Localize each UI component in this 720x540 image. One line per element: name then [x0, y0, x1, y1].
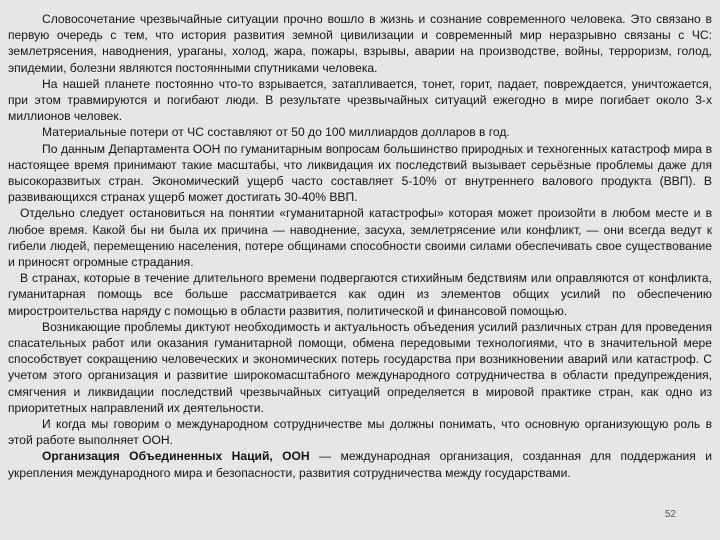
paragraph-humanitarian-catastrophe: Отдельно следует остановиться на понятии «гуманитарной катастрофы» которая может произойти в любом месте и в любое время. Какой бы ни была их причина — наводнение, засуха, землетрясение или конфликт, — они всегда ведут к гибели людей, перемещению населения, потере общинами способности своими силами обеспечивать свое существование и приносят огромные страдания.: [8, 206, 712, 270]
paragraph-humanitarian-aid: В странах, которые в течение длительного времени подвергаются стихийным бедствиям или оправляются от конфликта, гуманитарная помощь все больше рассматривается как один из элементов общих усилий по обеспечению миростроительства наряду с помощью в области развития, политической и финансовой помощью.: [8, 271, 712, 318]
un-name-bold: Организация Объединенных Наций, ООН: [42, 449, 310, 464]
paragraph-material-losses: Материальные потери от ЧС составляют от 50 до 100 миллиардов долларов в год.: [42, 125, 510, 140]
page-number: 52: [664, 509, 676, 520]
paragraph-disasters: На нашей планете постоянно что-то взрывается, затапливается, тонет, горит, падает, повреждается, уничтожается, при этом травмируются и погибают люди. В результате чрезвычайных ситуаций ежегодно в мире погибает около 3-х миллионов человек.: [8, 76, 712, 124]
paragraph-un-definition: [8, 448, 712, 480]
un-definition-text: — международная организация, созданная для поддержания и укрепления международного мира и безопасности, развития сотрудничества между государствами.: [8, 449, 712, 480]
paragraph-intro: Словосочетание чрезвычайные ситуации прочно вошло в жизнь и сознание современного человека. Это связано в первую очередь с тем, что история развития земной цивилизации и современный мир неразрывно связаны с ЧС: землетрясения, наводнения, ураганы, холод, жара, пожары, взрывы, аварии на производстве, войны, терроризм, голод, эпидемии, болезни являются постоянными спутниками человека.: [8, 12, 712, 75]
paragraph-un-department: По данным Департамента ООН по гуманитарным вопросам большинство природных и техногенных катастроф мира в настоящее время принимают такие масштабы, что ликвидация их последствий вызывает серьёзные проблемы даже для высокоразвитых стран. Экономический ущерб часто составляет 5-10% от внутреннего валового продукта (ВВП). В развивающихся странах ущерб может достигать 30-40% ВВП.: [8, 141, 712, 205]
paragraph-un-role: И когда мы говорим о международном сотрудничестве мы должны понимать, что основную организующую роль в этой работе выполняет ООН.: [8, 417, 712, 448]
paragraph-cooperation: Возникающие проблемы диктуют необходимость и актуальность объедения усилий различных стран для проведения спасательных работ или оказания гуманитарной помощи, обмена передовыми технологиями, что в значительной мере способствует сокращению человеческих и экономических потерь государства при возникновении аварий или катастроф. С учетом этого организация и развитие широкомасштабного международного сотрудничества в области предупреждения, смягчения и ликвидации последствий чрезвычайных ситуаций определяется в мировой практике стран, как одно из приоритетных направлений их деятельности.: [8, 319, 712, 415]
